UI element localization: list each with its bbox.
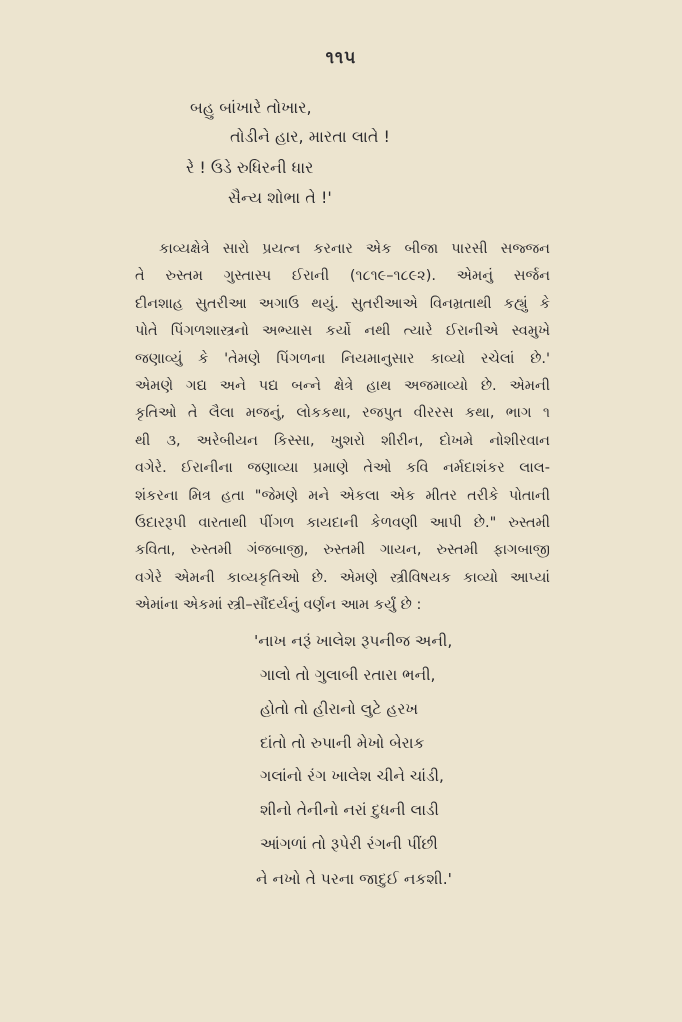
prose-line: જણાવ્યું કે 'તેમણે પિંગળના નિયમાનુસાર કાવ્યો રચેલાં છે.' [135, 350, 550, 367]
prose-line: તે રુસ્તમ ગુસ્તાસ્પ ઈરાની (૧૮૧૯–૧૮૯૨). એમનું સર્જન [135, 268, 550, 285]
page-number: ૧૧૫ [325, 48, 357, 68]
prose-line: ઉદારરૂપી વારતાથી પીંગળ કાયદાની કેળવણી આપી છે." રુસ્તમી [135, 514, 550, 531]
prose-line: કવિતા, રુસ્તમી ગંજબાજી, રુસ્તમી ગાયન, રુસ્તમી ફાગબાજી [135, 542, 550, 559]
verse-line: શીનો તેનીનો નરાં દુધની લાડી [260, 801, 439, 819]
prose-line: થી ૩, અરેબીયન કિસ્સા, ખુશરો શીરીન, દોખમે નોશીરવાન [135, 432, 550, 449]
verse-line: ને નખો તે પરના જાદુઈ નકશી.' [256, 870, 452, 888]
verse-line: હોતો તો હીરાનો લુટે હરખ [260, 700, 419, 718]
prose-line: એમણે ગદ્ય અને પદ્ય બન્ને ક્ષેત્રે હાથ અજમાવ્યો છે. એમની [135, 377, 550, 394]
verse-line: બહુ બાંખારે તોખાર, [190, 98, 312, 117]
prose-line: દીનશાહ સુતરીઆ અગાઉ થયું. સુતરીઆએ વિનમ્રતાથી કહ્યું કે [135, 295, 550, 312]
verse-line: તોડીને હાર, મારતા લાતે ! [230, 127, 390, 146]
prose-line: કૃતિઓ તે લૈલા મજનું, લોકકથા, રજપુત વીરરસ કથા, ભાગ ૧ [135, 405, 550, 422]
prose-line: વગેરે. ઈરાનીના જણાવ્યા પ્રમાણે તેઓ કવિ નર્મદાશંકર લાલ- [135, 460, 550, 477]
verse-line: દાંતો તો રુપાની મેખો બેરાક [260, 734, 425, 752]
verse-line: ગાલો તો ગુલાબી રતારા ભની, [260, 666, 436, 684]
verse-line: 'નાખ નરૂં ખાલેશ રૂપનીજ અની, [254, 632, 453, 650]
verse-line: ગલાંનો રંગ ખાલેશ ચીને ચાંડી, [260, 767, 444, 785]
prose-line: પોતે પિંગળશાસ્ત્રનો અભ્યાસ કર્યો નથી ત્યારે ઈરાનીએ સ્વમુખે [135, 323, 550, 340]
prose-line: કાવ્યક્ષેત્રે સારો પ્રયત્ન કરનાર એક બીજા પારસી સજ્જન [159, 241, 550, 257]
verse-line: સૈન્ય શોભા તે !' [228, 188, 332, 207]
verse-line: આંગળાં તો રૂપેરી રંગની પીંછી [260, 835, 438, 853]
prose-line: એમાંના એકમાં સ્ત્રી–સૌંદર્યનું વર્ણન આમ કર્યું છે : [135, 597, 422, 614]
verse-line: રે ! ઉડે રુધિરની ધાર [186, 158, 314, 177]
prose-line: વગેરે એમની કાવ્યકૃતિઓ છે. એમણે સ્ત્રીવિષયક કાવ્યો આપ્યાં [135, 569, 550, 586]
prose-line: શંકરના મિત્ર હતા "જેમણે મને એકલા એક મીતર તરીકે પોતાની [135, 487, 550, 504]
